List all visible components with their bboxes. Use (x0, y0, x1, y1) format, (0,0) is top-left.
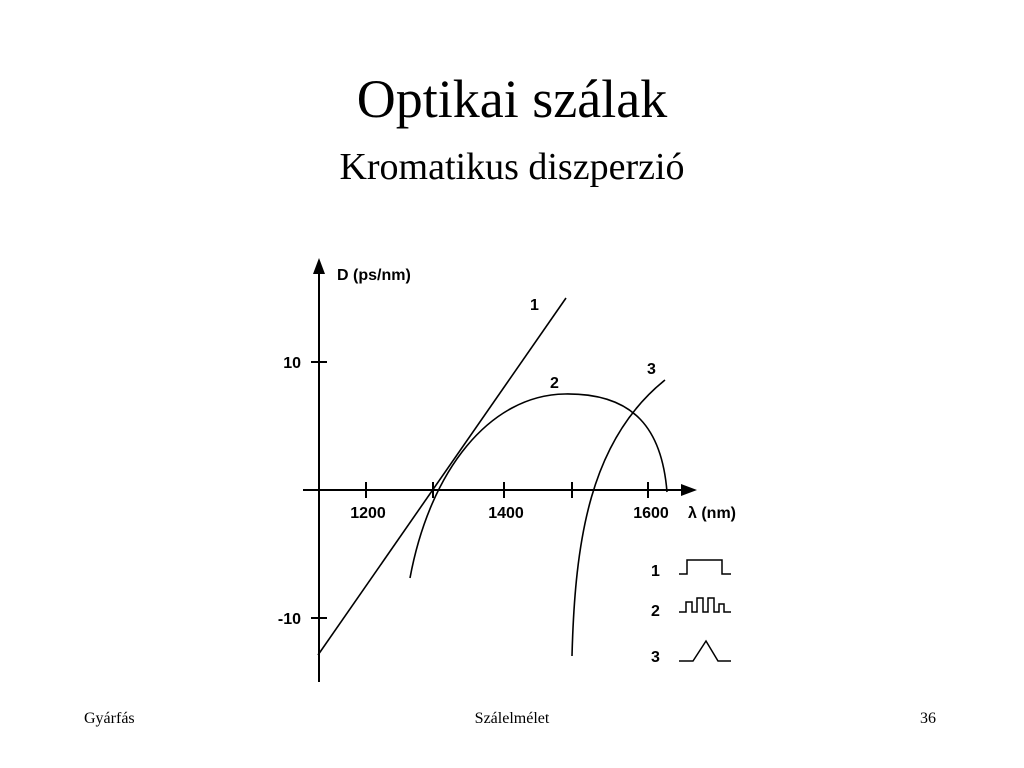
footer-page-number: 36 (920, 710, 936, 727)
x-axis-label: λ (nm) (688, 505, 736, 522)
triangular-pulse-icon (679, 641, 731, 661)
footer-course: Szálelmélet (474, 710, 550, 727)
x-tick-label-1200: 1200 (350, 505, 386, 522)
legend-label-1: 1 (651, 563, 660, 580)
legend-label-3: 3 (651, 649, 660, 666)
slide-title: Optikai szálak (356, 69, 668, 129)
y-tick-label-10: 10 (283, 355, 301, 372)
x-tick-label-1600: 1600 (633, 505, 669, 522)
rectangular-pulse-icon (679, 560, 731, 574)
legend-label-2: 2 (651, 603, 660, 620)
curve-label-3: 3 (647, 361, 656, 378)
y-axis-arrow (313, 258, 325, 274)
multi-pulse-icon (679, 598, 731, 612)
y-axis-label: D (ps/nm) (337, 267, 411, 284)
slide-subtitle: Kromatikus diszperzió (339, 146, 685, 188)
curve-1 (318, 298, 566, 655)
footer-author: Gyárfás (84, 710, 135, 727)
curve-label-2: 2 (550, 375, 559, 392)
curve-label-1: 1 (530, 297, 539, 314)
y-tick-label-minus-10: -10 (277, 611, 301, 628)
curve-2 (410, 394, 667, 578)
x-tick-label-1400: 1400 (488, 505, 524, 522)
x-axis-arrow (681, 484, 697, 496)
legend (651, 560, 731, 666)
